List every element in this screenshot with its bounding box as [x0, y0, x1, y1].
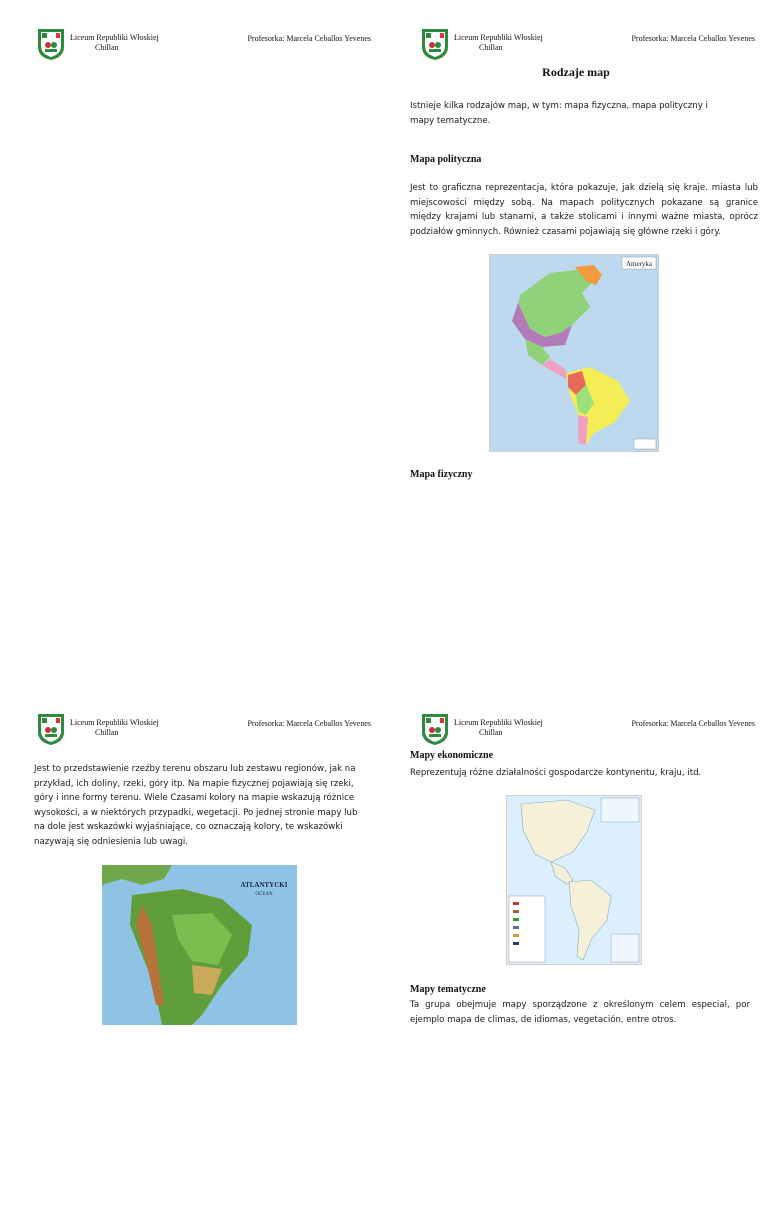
school-name [454, 718, 574, 738]
political-map-heading: Mapa polityczna [410, 154, 482, 165]
school-crest-icon [420, 712, 450, 746]
page-header [36, 27, 376, 63]
school-crest-icon [36, 712, 66, 746]
school-city: Chillan [95, 728, 119, 737]
document-page-1 [0, 0, 384, 512]
political-map-image [489, 254, 659, 452]
school-city: Chillan [479, 728, 503, 737]
document-page-2 [384, 0, 768, 512]
school-name-line1: Liceum Republiki Włoskiej [70, 33, 159, 42]
school-name [454, 33, 574, 53]
school-city: Chillan [95, 43, 119, 52]
political-map-text: Jest to graficzna reprezentacja, która pokazuje, jak dzielą się kraje. miasta lub miejscowości między sobą. Na mapach politycznych pokazane są granice między krajami lub stanami, a także stolicami i innymi ważne miasta, oprócz podziałów gminnych. Również czasami pojawiają się główne rzeki i góry. [410, 183, 758, 237]
document-page-3 [0, 700, 384, 1212]
school-name-line1: Liceum Republiki Włoskiej [454, 33, 543, 42]
teacher-name: Profesorka: Marcela Ceballos Yevenes [631, 719, 755, 728]
school-name-line1: Liceum Republiki Włoskiej [454, 718, 543, 727]
physical-map-image [102, 865, 297, 1025]
teacher-name: Profesorka: Marcela Ceballos Yevenes [631, 34, 755, 43]
teacher-name: Profesorka: Marcela Ceballos Yevenes [247, 34, 371, 43]
school-city: Chillan [479, 43, 503, 52]
school-name-line1: Liceum Republiki Włoskiej [70, 718, 159, 727]
teacher-name: Profesorka: Marcela Ceballos Yevenes [247, 719, 371, 728]
physical-map-text: Jest to przedstawienie rzeźby terenu obszaru lub zestawu regionów, jak na przykład, ich doliny, rzeki, góry itp. Na mapie fizycznej pojawiają się rzeki, góry i inne formy terenu. Wiele Czasami kolory na mapie wskazują różnice wysokości, a w niektórych przypadki, wegetacji. Po jednej stronie mapy lub na dole jest wskazówki wyjaśniające, co oznaczają kolory, te wskazówki nazywają się odniesienia lub uwagi. [34, 764, 358, 847]
school-crest-icon [36, 27, 66, 61]
physical-map-heading: Mapa fizyczny [410, 469, 473, 480]
ocean-label: ATLANTYCKI [240, 881, 288, 889]
page-header [420, 27, 760, 63]
economic-map-image [506, 795, 642, 965]
school-name [70, 718, 190, 738]
thematic-map-text: Ta grupa obejmuje mapy sporządzone z określonym celem especial, por ejemplo mapa de climas, de idiomas, vegetación, entre otros. [410, 1000, 750, 1025]
intro-paragraph: Istnieje kilka rodzajów map, w tym: mapa fizyczna, mapa polityczny i mapy tematyczne. [410, 101, 708, 126]
economic-map-text: Reprezentują różne działalności gospodarcze kontynentu, kraju, itd. [410, 768, 702, 778]
page-header [420, 712, 760, 748]
political-map-label: Ameryka [625, 260, 653, 268]
economic-map-heading: Mapy ekonomiczne [410, 750, 494, 761]
school-crest-icon [420, 27, 450, 61]
document-page-4 [384, 700, 768, 1212]
school-name [70, 33, 190, 53]
thematic-map-heading: Mapy tematyczne [410, 984, 486, 995]
page-header [36, 712, 376, 748]
ocean-sublabel: OCEAN [255, 892, 273, 897]
page-title: Rodzaje map [542, 65, 610, 79]
